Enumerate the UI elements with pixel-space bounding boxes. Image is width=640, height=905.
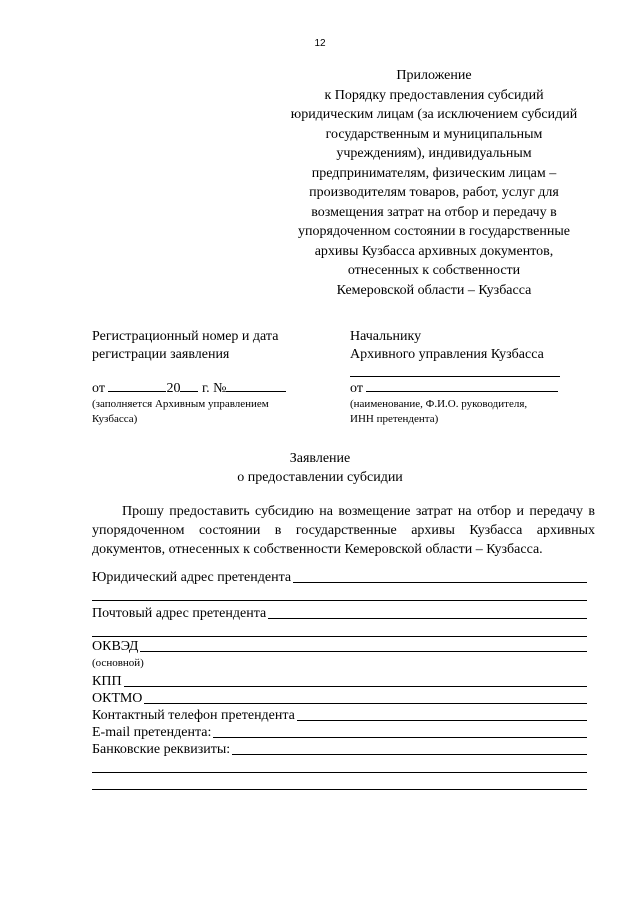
appendix-line: Приложение: [396, 68, 472, 83]
addressee-note-line: (наименование, Ф.И.О. руководителя,: [350, 398, 528, 410]
phone-field[interactable]: [92, 707, 587, 725]
registration-number-field[interactable]: [226, 378, 286, 392]
okved-note: (основной): [92, 657, 144, 669]
appendix-line: к Порядку предоставления субсидий: [324, 87, 544, 103]
appendix-line: учреждениям), индивидуальным: [336, 146, 532, 161]
okved-label: ОКВЭД: [92, 639, 139, 654]
appendix-line: отнесенных к собственности: [347, 263, 521, 278]
phone-line[interactable]: [297, 720, 587, 721]
appendix-line: производителям товаров, работ, услуг для: [309, 185, 559, 200]
appendix-line: возмещения затрат на отбор и передачу в: [311, 204, 557, 220]
legal-address-label: Юридический адрес претендента: [92, 570, 292, 585]
legal-address-line[interactable]: [293, 582, 587, 583]
registration-note-line: Кузбасса): [92, 413, 138, 425]
kpp-field[interactable]: [92, 673, 587, 691]
statement-subtitle: о предоставлении субсидии: [237, 470, 403, 485]
page-number: 12: [314, 38, 326, 49]
bank-details-field[interactable]: [92, 741, 587, 759]
okved-line[interactable]: [140, 651, 587, 652]
addressee-note-line: ИНН претендента): [350, 413, 439, 425]
registration-title: [92, 328, 342, 364]
bank-details-line[interactable]: [232, 754, 587, 755]
from-label: от: [92, 381, 105, 396]
addressee-note: [350, 397, 590, 427]
registration-title-line: Регистрационный номер и дата: [92, 329, 279, 344]
email-field[interactable]: [92, 724, 587, 742]
email-label: E-mail претендента:: [92, 725, 212, 740]
legal-address-field[interactable]: [92, 569, 587, 587]
registration-title-line: регистрации заявления: [92, 347, 230, 362]
appendix-header: [272, 66, 596, 300]
year-label: 20: [166, 381, 181, 396]
addressee-line: Начальнику: [350, 329, 422, 344]
appendix-line: юридическим лицам (за исключением субсидий: [290, 107, 578, 122]
appendix-line: государственным и муниципальным: [325, 126, 543, 142]
postal-address-label: Почтовый адрес претендента: [92, 606, 267, 621]
oktmo-field[interactable]: [92, 690, 587, 708]
postal-address-line[interactable]: [268, 618, 587, 619]
appendix-line: архивы Кузбасса архивных документов,: [314, 243, 554, 259]
year-suffix-label: г.: [201, 381, 210, 396]
phone-label: Контактный телефон претендента: [92, 708, 295, 723]
kpp-line[interactable]: [124, 686, 587, 687]
bank-details-extra-line[interactable]: [92, 772, 587, 773]
statement-body: Прошу предоставить субсидию на возмещение затрат на отбор и передачу в упорядоченном состоянии в государственные архивы Кузбасса архивных документов, отнесенных к собственности Кемеровской области – Кузбасса.: [92, 504, 595, 557]
date-day-month-field[interactable]: [108, 378, 166, 392]
applicant-name-field[interactable]: [366, 378, 558, 392]
appendix-line: предпринимателям, физическим лицам –: [311, 165, 557, 181]
date-year-field[interactable]: [180, 378, 198, 392]
bank-details-label: Банковские реквизиты:: [92, 742, 231, 757]
registration-note: [92, 397, 332, 427]
registration-note-line: (заполняется Архивным управлением: [92, 398, 269, 410]
postal-address-extra-line[interactable]: [92, 636, 587, 637]
appendix-line: упорядоченном состоянии в государственные: [298, 224, 570, 239]
postal-address-field[interactable]: [92, 605, 587, 623]
kpp-label: КПП: [92, 674, 122, 689]
oktmo-line[interactable]: [144, 703, 587, 704]
oktmo-label: ОКТМО: [92, 691, 143, 706]
okved-field[interactable]: [92, 638, 587, 656]
addressee-line: Архивного управления Кузбасса: [350, 347, 544, 362]
registration-number-line: [92, 378, 286, 398]
statement-title: Заявление: [289, 451, 351, 466]
addressee-from-line: [350, 378, 558, 398]
legal-address-extra-line[interactable]: [92, 600, 587, 601]
appendix-line: Кемеровской области – Кузбасса: [336, 282, 532, 298]
addressee-from-label: от: [350, 381, 363, 396]
number-sign-label: №: [213, 381, 227, 396]
bank-details-extra-line[interactable]: [92, 789, 587, 790]
email-line[interactable]: [213, 737, 587, 738]
statement-title-block: [0, 449, 640, 487]
addressee: [350, 328, 590, 364]
addressee-blank-line[interactable]: [350, 376, 560, 377]
